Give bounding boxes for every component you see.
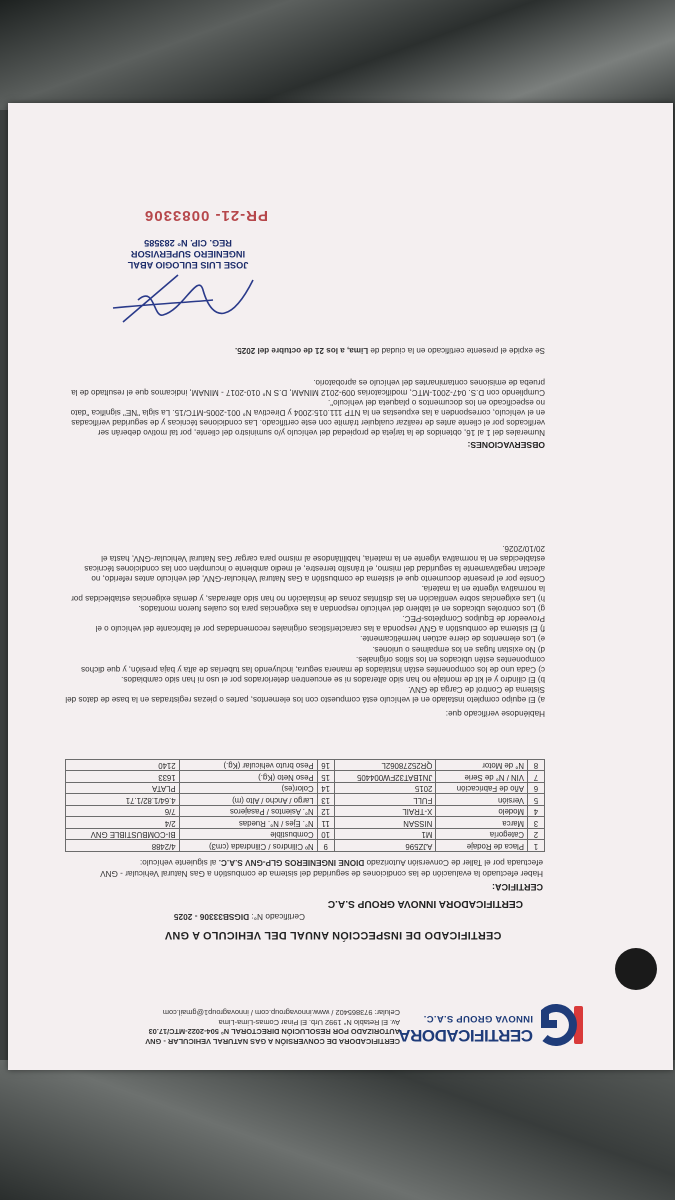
vehicle-table-cell: M1 <box>334 829 436 841</box>
vehicle-table-cell: 2/4 <box>66 817 180 829</box>
vehicle-table-cell: Peso bruto vehicular (Kg.) <box>179 760 317 772</box>
logo-subtitle: INNOVA GROUP S.A.C. <box>423 1013 533 1024</box>
verification-item: a) El equipo completo instalado en el vehículo está compuesto con los elementos, partes o piezas registradas en la base de datos del Sistema de Control de Carga de GNV. <box>65 684 545 704</box>
vehicle-table-cell: Versión <box>436 794 528 806</box>
header-line: CERTIFICADORA DE CONVERSIÓN A GAS NATURAL VEHICULAR - GNV <box>145 1037 400 1046</box>
observation-paragraph: Numerales del 1 al 16, obtenidos de la tarjeta de propiedad del vehículo y/o suministro del cliente, por tal motivo deberán ser verificados por el cliente antes de realizar cualquier trámite con este certificado. Las condiciones técnicas y de seguridad verificadas en el vehículo, corresponden a las expuestas en la NTP 111.015:2004 y Directiva N° 001-2005-MTC/15. La sigla "NE" significa "dato no especificado en los documentos o plaqueta del vehículo". <box>70 397 545 437</box>
vehicle-table-row <box>66 794 545 806</box>
vehicle-table-cell: Color(es) <box>179 783 317 795</box>
observations <box>65 376 545 437</box>
vehicle-table-cell: BI-COMBUSTIBLE GNV <box>66 829 180 841</box>
vehicle-table-cell: 15 <box>317 771 334 783</box>
verification-item: h) Las exigencias sobre ventilación en las distintas zonas de instalación no han sido alteradas, y demás exigencias establecidas por la normativa vigente en la materia. <box>71 583 545 604</box>
letterhead-text <box>70 1008 400 1046</box>
vehicle-table-cell: Combustible <box>179 829 317 841</box>
vehicle-table-cell: X-TRAIL <box>334 806 436 818</box>
verified-label: Habiéndose verificado que: <box>445 709 545 718</box>
signer-block <box>98 237 278 270</box>
header-line: Av. El Retablo N° 1992 Urb. El Pinar Comas-Lima-Lima <box>218 1018 400 1027</box>
vehicle-table-cell: 9 <box>317 840 334 852</box>
vehicle-table-row <box>66 817 545 829</box>
vehicle-table-cell: Categoría <box>436 829 528 841</box>
vehicle-table-cell: 4 <box>528 806 545 818</box>
vehicle-table-cell: 16 <box>317 760 334 772</box>
serial-stamp: PR-21- 0083306 <box>143 207 268 224</box>
vehicle-table-cell: 12 <box>317 806 334 818</box>
vehicle-table-cell: N°. Ejes / N°. Ruedas <box>179 817 317 829</box>
vehicle-table-cell: 7 <box>528 771 545 783</box>
vehicle-table-cell: Marca <box>436 817 528 829</box>
intro-paragraph <box>73 857 543 878</box>
vehicle-table-cell: 7/6 <box>66 806 180 818</box>
vehicle-table-cell: PLATA <box>66 783 180 795</box>
vehicle-table-row <box>66 783 545 795</box>
verification-item: f) El sistema de combustión a GNV responda a las características originales recomendadas por el fabricante del vehículo o el Proveedor de Equipos Completos-PEC. <box>95 614 545 634</box>
vehicle-table-cell: 11 <box>317 817 334 829</box>
verification-item: c) Cada uno de los componentes están instalados de manera segura, incluyendo las tuberías de alta y baja presión, y que dichos componentes estén ubicados en los sitios originales. <box>81 654 545 674</box>
vehicle-table-cell: NISSAN <box>334 817 436 829</box>
certificate-number <box>174 912 305 922</box>
vehicle-table-cell: 6 <box>528 783 545 795</box>
certificate-number-value: DIGSB33306 - 2025 <box>173 912 250 922</box>
document-title: CERTIFICADO DE INSPECCIÓN ANUAL DEL VEHICULO A GNV <box>164 929 502 941</box>
vehicle-table-cell: JN1BAT32FW004405 <box>334 771 436 783</box>
vehicle-table-cell: AJZ596 <box>334 840 436 852</box>
background-bottom <box>0 1060 675 1200</box>
closing-text: Se expide el presente certificado en la ciudad de <box>368 346 545 355</box>
vehicle-table-cell: N°. Asientos / Pasajeros <box>179 806 317 818</box>
background-top <box>0 0 675 110</box>
vehicle-table-cell: VIN / N° de Serie <box>436 771 528 783</box>
vehicle-table-cell: Nº Cilindros / Cilindrada (cm3) <box>179 840 317 852</box>
vehicle-table <box>65 759 545 852</box>
header-line: AUTORIZADO POR RESOLUCIÓN DIRECTORAL N° 504-2022-MTC/17.03 <box>148 1027 400 1037</box>
vehicle-table-cell: 8 <box>528 760 545 772</box>
vehicle-table-cell: 4.64/1.82/1.71 <box>66 794 180 806</box>
signer-registration: REG. CIP. N° 283585 <box>144 238 232 248</box>
vehicle-table-cell: Peso Neto (Kg.) <box>179 771 317 783</box>
vehicle-table-cell: 2140 <box>66 760 180 772</box>
certificate-sheet <box>8 103 673 1070</box>
logo-name: CERTIFICADORA <box>398 1026 533 1045</box>
verification-item: b) El cilindro y el kit de montaje no han sido alterados ni se encuentren deteriorados por el uso ni han sido cambiados. <box>121 674 545 684</box>
vehicle-table-cell: 1633 <box>66 771 180 783</box>
vehicle-table-cell: QR25278062L <box>334 760 436 772</box>
signer-name: JOSE LUIS EULOGIO ABAL <box>127 260 249 270</box>
verification-items <box>65 543 545 705</box>
vehicle-table-cell: 2 <box>528 829 545 841</box>
vehicle-table-cell: 5 <box>528 794 545 806</box>
vehicle-table-cell: Modelo <box>436 806 528 818</box>
observations-heading: OBSERVACIONES: <box>467 440 545 450</box>
vehicle-table-cell: N° de Motor <box>436 760 528 772</box>
certifica-heading: CERTIFICA: <box>492 882 543 892</box>
workshop-name: DIONE INGENIEROS GLP-GNV S.A.C. <box>218 858 365 868</box>
vehicle-table-cell: FULL <box>334 794 436 806</box>
intro-text-end: al siguiente vehículo: <box>139 858 219 868</box>
vehicle-table-cell: Año de Fabricación <box>436 783 528 795</box>
signer-role: INGENIERO SUPERVISOR <box>130 249 246 259</box>
certificate-paper <box>8 103 673 1070</box>
vehicle-table-cell: 14 <box>317 783 334 795</box>
vehicle-table-cell: 13 <box>317 794 334 806</box>
signature <box>103 260 273 330</box>
intro-text: Haber efectuado la evaluación de las condiciones de seguridad del sistema de combustión a Gas Natural Vehicular - GNV efectuada por el Taller de Conversión Autorizado <box>100 858 543 878</box>
vehicle-table-cell: 4/2488 <box>66 840 180 852</box>
vehicle-table-row <box>66 806 545 818</box>
vehicle-table-cell: Placa de Rodaje <box>436 840 528 852</box>
company-name: CERTIFICADORA INNOVA GROUP S.A.C <box>327 898 523 909</box>
verification-item: g) Los controles ubicados en el tablero del vehículo respondan a las exigencias para los cuales fueron montados. <box>138 604 545 614</box>
vehicle-table-cell: 1 <box>528 840 545 852</box>
header-line: Celular: 973865402 / www.innovagroup.com / innovagroup1@gmail.com <box>162 1008 400 1018</box>
conformity-statement: Conste por el presente documento que el sistema de combustión a Gas Natural Vehicular-GNV, del vehículo antes referido, no afectan negativamente la seguridad del mismo, el tránsito terrestre, el medio ambiente o incumplen con las condiciones técnicas establecidas en la normativa vigente en la materia, habilitándose al mismo para cargar Gas Natural Vehicular-GNV, hasta el 20/10/2026. <box>84 543 545 583</box>
closing-statement <box>65 345 545 355</box>
closing-date: , a los 21 de octubre del 2025. <box>234 346 350 355</box>
vehicle-table-cell: 10 <box>317 829 334 841</box>
verification-item: e) Los elementos de cierre actúen herméticamente. <box>360 634 545 644</box>
verification-item: d) No existan fugas en los empalmes o uniones. <box>372 644 545 654</box>
observation-paragraph: Cumpliendo con D.S. 047-2001-MTC, modificatorias 009-2012 MINAM, D.S N° 010-2017 - MINAM, indicamos que el resultado de la prueba de emisiones contaminantes del vehículo es aprobatorio. <box>71 377 545 397</box>
ig-logo-icon <box>541 1002 585 1048</box>
vehicle-table-cell: Largo / Ancho / Alto (m) <box>179 794 317 806</box>
vehicle-table-cell: 3 <box>528 817 545 829</box>
vehicle-table-row <box>66 760 545 772</box>
vehicle-table-row <box>66 840 545 852</box>
company-logo <box>398 1000 585 1048</box>
vehicle-table-row <box>66 771 545 783</box>
closing-city: Lima <box>349 346 369 355</box>
letterhead <box>65 996 585 1052</box>
vehicle-table-row <box>66 829 545 841</box>
certificate-number-label: Certificado N°: <box>251 912 305 922</box>
vehicle-table-cell: 2015 <box>334 783 436 795</box>
